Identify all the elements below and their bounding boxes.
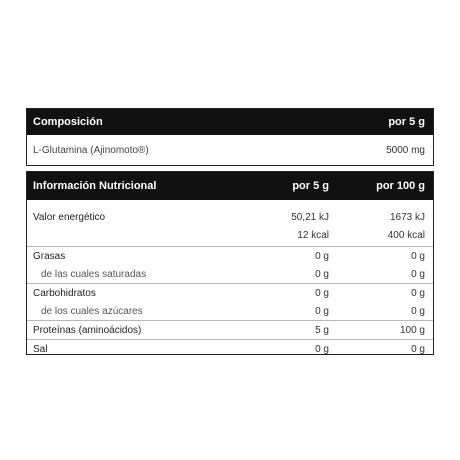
nutrition-row-energy-kj — [27, 208, 433, 227]
nutrition-row-value-per100g: 100 g — [399, 324, 425, 336]
nutrition-row-value-per100g: 0 g — [411, 343, 425, 355]
nutrition-row-value-per5g: 0 g — [315, 287, 329, 299]
nutrition-row-label: Valor energético — [33, 212, 106, 223]
nutrition-row-saturated — [27, 265, 433, 283]
nutrition-row-value-per100g: 0 g — [411, 250, 425, 262]
nutrition-row-value-per5g: 0 g — [315, 268, 329, 280]
composition-ingredient-label: L-Glutamina (Ajinomoto®) — [33, 144, 149, 156]
nutrition-row-label: de los cuales azúcares — [41, 305, 143, 317]
nutrition-row-value-per100g: 0 g — [411, 287, 425, 299]
composition-row — [27, 135, 433, 165]
nutrition-row-label: de las cuales saturadas — [41, 268, 147, 280]
nutrition-header-col2: por 100 g — [376, 180, 425, 192]
nutrition-row-value-per100g: 0 g — [411, 268, 425, 280]
nutrition-row-value-per5g: 5 g — [315, 324, 329, 336]
nutrition-row-energy-kcal — [27, 227, 433, 244]
nutrition-table — [26, 171, 434, 355]
composition-header-label: Composición — [33, 116, 103, 128]
nutrition-row-value-per100g: 0 g — [411, 305, 425, 317]
nutrition-row-fats — [27, 246, 433, 265]
composition-table — [26, 108, 434, 166]
nutrition-row-value-per5g: 0 g — [315, 343, 329, 355]
composition-ingredient-value: 5000 mg — [386, 144, 425, 156]
composition-header-per: por 5 g — [388, 116, 425, 128]
nutrition-row-value-per100g: 400 kcal — [387, 230, 425, 241]
nutrition-row-value-per5g: 50,21 kJ — [291, 212, 329, 223]
composition-header — [27, 109, 433, 135]
nutrition-row-label: Sal — [33, 343, 48, 355]
nutrition-row-label: Proteínas (aminoácidos) — [33, 324, 142, 336]
nutrition-row-value-per5g: 0 g — [315, 305, 329, 317]
nutrition-header-label: Información Nutricional — [33, 180, 157, 192]
nutrition-header — [27, 172, 433, 200]
nutrition-header-col1: por 5 g — [292, 180, 329, 192]
nutrition-row-value-per5g: 12 kcal — [297, 230, 329, 241]
nutrition-row-value-per5g: 0 g — [315, 250, 329, 262]
nutrition-row-label: Carbohidratos — [33, 287, 96, 299]
nutrition-row-proteins — [27, 320, 433, 339]
nutrition-row-carbohydrates — [27, 283, 433, 302]
nutrition-row-value-per100g: 1673 kJ — [389, 212, 425, 223]
nutrition-row-sugars — [27, 302, 433, 320]
nutrition-row-label: Grasas — [33, 250, 66, 262]
nutrition-row-salt — [27, 339, 433, 358]
